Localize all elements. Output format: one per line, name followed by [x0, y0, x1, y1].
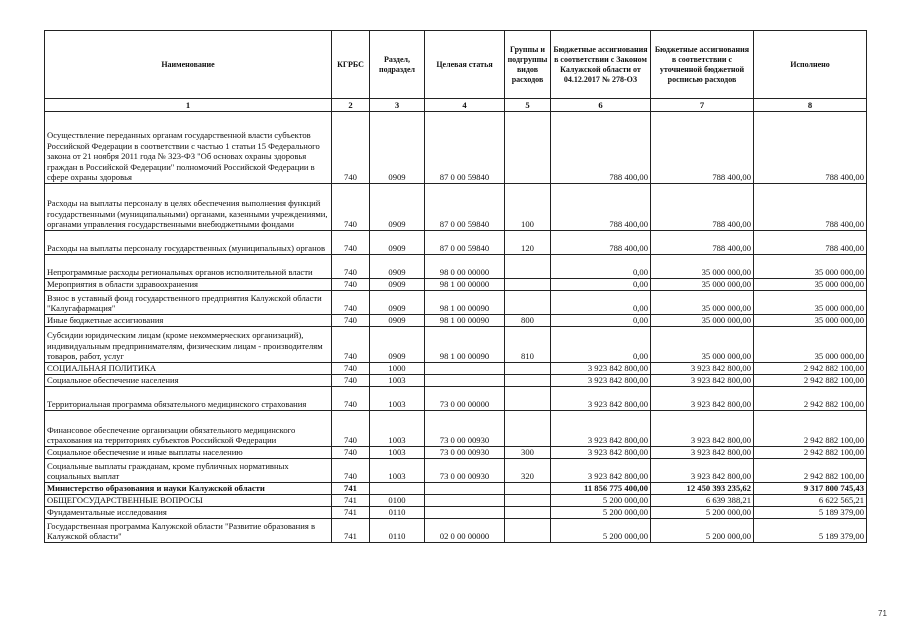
budget-table: [44, 30, 867, 543]
cell-executed: 35 000 000,00: [754, 255, 867, 279]
cell-kgrbs: 740: [332, 112, 370, 184]
header-target: Целевая статья: [425, 31, 505, 99]
cell-budget-refined: 35 000 000,00: [651, 327, 754, 363]
table-row: [45, 375, 867, 387]
table-row: [45, 519, 867, 543]
cell-target: 98 1 00 00090: [425, 291, 505, 315]
cell-target: [425, 483, 505, 495]
cell-name: Территориальная программа обязательного медицинского страхования: [45, 387, 332, 411]
cell-budget-refined: 788 400,00: [651, 231, 754, 255]
table-row: [45, 483, 867, 495]
cell-section: 1003: [370, 387, 425, 411]
column-number: 3: [370, 99, 425, 112]
cell-budget-refined: 35 000 000,00: [651, 291, 754, 315]
cell-name: Мероприятия в области здравоохранения: [45, 279, 332, 291]
cell-budget-law: 5 200 000,00: [551, 495, 651, 507]
cell-name: Фундаментальные исследования: [45, 507, 332, 519]
table-row: [45, 291, 867, 315]
cell-target: 73 0 00 00000: [425, 387, 505, 411]
cell-group: 800: [505, 315, 551, 327]
cell-kgrbs: 740: [332, 255, 370, 279]
cell-executed: 35 000 000,00: [754, 279, 867, 291]
cell-kgrbs: 740: [332, 184, 370, 231]
cell-executed: 35 000 000,00: [754, 315, 867, 327]
cell-kgrbs: 741: [332, 519, 370, 543]
cell-section: 1003: [370, 447, 425, 459]
cell-name: Субсидии юридическим лицам (кроме некоммерческих организаций), индивидуальным предпринимателям, физическим лицам - производителям товаров, работ, услуг: [45, 327, 332, 363]
cell-section: 1003: [370, 411, 425, 447]
cell-group: [505, 363, 551, 375]
table-row: [45, 279, 867, 291]
cell-group: 120: [505, 231, 551, 255]
cell-group: 300: [505, 447, 551, 459]
column-number: 5: [505, 99, 551, 112]
cell-budget-law: 0,00: [551, 327, 651, 363]
table-row: [45, 495, 867, 507]
cell-group: [505, 519, 551, 543]
column-number: 1: [45, 99, 332, 112]
cell-name: Социальное обеспечение и иные выплаты населению: [45, 447, 332, 459]
cell-executed: 9 317 800 745,43: [754, 483, 867, 495]
cell-executed: 788 400,00: [754, 231, 867, 255]
cell-section: 0909: [370, 315, 425, 327]
cell-section: 0909: [370, 255, 425, 279]
cell-target: 73 0 00 00930: [425, 459, 505, 483]
header-budget-law: Бюджетные ассигнования в соответствии с Законом Калужской области от 04.12.2017 № 278-ОЗ: [551, 31, 651, 99]
table-row: [45, 315, 867, 327]
cell-section: 0909: [370, 112, 425, 184]
cell-target: 02 0 00 00000: [425, 519, 505, 543]
cell-kgrbs: 740: [332, 279, 370, 291]
cell-budget-refined: 3 923 842 800,00: [651, 363, 754, 375]
cell-target: 98 0 00 00000: [425, 255, 505, 279]
cell-budget-law: 0,00: [551, 279, 651, 291]
cell-group: [505, 375, 551, 387]
cell-name: Расходы на выплаты персоналу государственных (муниципальных) органов: [45, 231, 332, 255]
cell-name: Взнос в уставный фонд государственного предприятия Калужской области "Калугафармация": [45, 291, 332, 315]
cell-section: [370, 483, 425, 495]
cell-target: 87 0 00 59840: [425, 112, 505, 184]
header-section: Раздел, подраздел: [370, 31, 425, 99]
cell-group: [505, 507, 551, 519]
cell-name: Социальное обеспечение населения: [45, 375, 332, 387]
cell-executed: 788 400,00: [754, 112, 867, 184]
cell-budget-law: 3 923 842 800,00: [551, 447, 651, 459]
cell-budget-refined: 35 000 000,00: [651, 279, 754, 291]
cell-section: 0110: [370, 507, 425, 519]
cell-kgrbs: 740: [332, 327, 370, 363]
cell-target: 73 0 00 00930: [425, 447, 505, 459]
cell-kgrbs: 740: [332, 387, 370, 411]
cell-name: Государственная программа Калужской области "Развитие образования в Калужской области": [45, 519, 332, 543]
cell-budget-law: 788 400,00: [551, 112, 651, 184]
cell-kgrbs: 740: [332, 315, 370, 327]
cell-section: 0100: [370, 495, 425, 507]
cell-budget-refined: 3 923 842 800,00: [651, 387, 754, 411]
table-row: [45, 447, 867, 459]
cell-group: 320: [505, 459, 551, 483]
cell-budget-law: 3 923 842 800,00: [551, 459, 651, 483]
cell-name: Министерство образования и науки Калужской области: [45, 483, 332, 495]
cell-target: 98 1 00 00090: [425, 327, 505, 363]
cell-budget-refined: 35 000 000,00: [651, 255, 754, 279]
cell-name: Финансовое обеспечение организации обязательного медицинского страхования на территориях субъектов Российской Федерации: [45, 411, 332, 447]
table-row: [45, 459, 867, 483]
cell-executed: 2 942 882 100,00: [754, 447, 867, 459]
cell-group: [505, 411, 551, 447]
cell-group: [505, 255, 551, 279]
cell-budget-law: 11 856 775 400,00: [551, 483, 651, 495]
cell-executed: 5 189 379,00: [754, 519, 867, 543]
header-kgrbs: КГРБС: [332, 31, 370, 99]
cell-section: 1003: [370, 459, 425, 483]
cell-name: Непрограммные расходы региональных органов исполнительной власти: [45, 255, 332, 279]
header-executed: Исполнено: [754, 31, 867, 99]
cell-group: [505, 112, 551, 184]
cell-name: Расходы на выплаты персоналу в целях обеспечения выполнения функций государственными (муниципальными) органами, казенными учреждениями, органами управления государственными внебюджетными фондами: [45, 184, 332, 231]
cell-group: [505, 291, 551, 315]
table-row: [45, 112, 867, 184]
cell-budget-law: 3 923 842 800,00: [551, 411, 651, 447]
cell-section: 0909: [370, 327, 425, 363]
cell-target: 98 1 00 00090: [425, 315, 505, 327]
cell-budget-law: 788 400,00: [551, 231, 651, 255]
cell-budget-refined: 3 923 842 800,00: [651, 459, 754, 483]
table-row: [45, 255, 867, 279]
cell-executed: 2 942 882 100,00: [754, 387, 867, 411]
cell-name: Осуществление переданных органам государственной власти субъектов Российской Федерации в соответствии с частью 1 статьи 15 Федерального закона от 21 ноября 2011 года № 323-ФЗ "Об основах охраны здоровья граждан в Российской Федерации" полномочий Российской Федерации в сфере охраны здоровья: [45, 112, 332, 184]
cell-kgrbs: 740: [332, 291, 370, 315]
cell-executed: 2 942 882 100,00: [754, 459, 867, 483]
cell-budget-law: 3 923 842 800,00: [551, 363, 651, 375]
cell-budget-refined: 6 639 388,21: [651, 495, 754, 507]
cell-name: Социальные выплаты гражданам, кроме публичных нормативных социальных выплат: [45, 459, 332, 483]
column-number: 6: [551, 99, 651, 112]
cell-section: 1003: [370, 375, 425, 387]
cell-section: 0909: [370, 231, 425, 255]
cell-target: 73 0 00 00930: [425, 411, 505, 447]
cell-executed: 35 000 000,00: [754, 327, 867, 363]
cell-budget-law: 0,00: [551, 291, 651, 315]
table-row: [45, 184, 867, 231]
cell-section: 0909: [370, 291, 425, 315]
cell-budget-refined: 12 450 393 235,62: [651, 483, 754, 495]
cell-group: [505, 495, 551, 507]
cell-budget-refined: 35 000 000,00: [651, 315, 754, 327]
cell-executed: 788 400,00: [754, 184, 867, 231]
table-row: [45, 411, 867, 447]
cell-name: ОБЩЕГОСУДАРСТВЕННЫЕ ВОПРОСЫ: [45, 495, 332, 507]
cell-budget-law: 0,00: [551, 315, 651, 327]
cell-kgrbs: 740: [332, 363, 370, 375]
cell-budget-law: 3 923 842 800,00: [551, 375, 651, 387]
cell-budget-refined: 3 923 842 800,00: [651, 411, 754, 447]
cell-budget-refined: 3 923 842 800,00: [651, 447, 754, 459]
cell-budget-refined: 5 200 000,00: [651, 519, 754, 543]
cell-executed: 6 622 565,21: [754, 495, 867, 507]
table-row: [45, 363, 867, 375]
cell-executed: 5 189 379,00: [754, 507, 867, 519]
cell-section: 0110: [370, 519, 425, 543]
cell-group: [505, 387, 551, 411]
page-number: 71: [878, 609, 887, 618]
cell-group: 810: [505, 327, 551, 363]
cell-target: [425, 363, 505, 375]
header-groups: Группы и подгруппы видов расходов: [505, 31, 551, 99]
table-row: [45, 327, 867, 363]
cell-kgrbs: 741: [332, 507, 370, 519]
cell-kgrbs: 740: [332, 411, 370, 447]
cell-budget-refined: 788 400,00: [651, 112, 754, 184]
cell-executed: 2 942 882 100,00: [754, 411, 867, 447]
cell-section: 0909: [370, 184, 425, 231]
cell-group: [505, 483, 551, 495]
column-number: 8: [754, 99, 867, 112]
cell-group: 100: [505, 184, 551, 231]
cell-kgrbs: 740: [332, 459, 370, 483]
cell-budget-law: 3 923 842 800,00: [551, 387, 651, 411]
cell-budget-refined: 788 400,00: [651, 184, 754, 231]
cell-target: [425, 507, 505, 519]
cell-section: 0909: [370, 279, 425, 291]
column-number: 7: [651, 99, 754, 112]
column-number: 2: [332, 99, 370, 112]
cell-budget-law: 788 400,00: [551, 184, 651, 231]
header-budget-refined: Бюджетные ассигнования в соответствии с уточненной бюджетной росписью расходов: [651, 31, 754, 99]
cell-name: СОЦИАЛЬНАЯ ПОЛИТИКА: [45, 363, 332, 375]
cell-budget-refined: 3 923 842 800,00: [651, 375, 754, 387]
table-row: [45, 387, 867, 411]
cell-executed: 2 942 882 100,00: [754, 363, 867, 375]
cell-budget-refined: 5 200 000,00: [651, 507, 754, 519]
column-number-row: [45, 99, 867, 112]
cell-budget-law: 0,00: [551, 255, 651, 279]
cell-target: [425, 495, 505, 507]
column-number: 4: [425, 99, 505, 112]
header-name: Наименование: [45, 31, 332, 99]
cell-section: 1000: [370, 363, 425, 375]
cell-target: 87 0 00 59840: [425, 231, 505, 255]
cell-kgrbs: 740: [332, 447, 370, 459]
cell-kgrbs: 741: [332, 495, 370, 507]
cell-kgrbs: 741: [332, 483, 370, 495]
cell-kgrbs: 740: [332, 231, 370, 255]
cell-target: 87 0 00 59840: [425, 184, 505, 231]
cell-budget-law: 5 200 000,00: [551, 519, 651, 543]
cell-executed: 2 942 882 100,00: [754, 375, 867, 387]
cell-name: Иные бюджетные ассигнования: [45, 315, 332, 327]
cell-group: [505, 279, 551, 291]
table-row: [45, 231, 867, 255]
table-row: [45, 507, 867, 519]
cell-target: 98 1 00 00000: [425, 279, 505, 291]
cell-executed: 35 000 000,00: [754, 291, 867, 315]
cell-kgrbs: 740: [332, 375, 370, 387]
cell-target: [425, 375, 505, 387]
cell-budget-law: 5 200 000,00: [551, 507, 651, 519]
